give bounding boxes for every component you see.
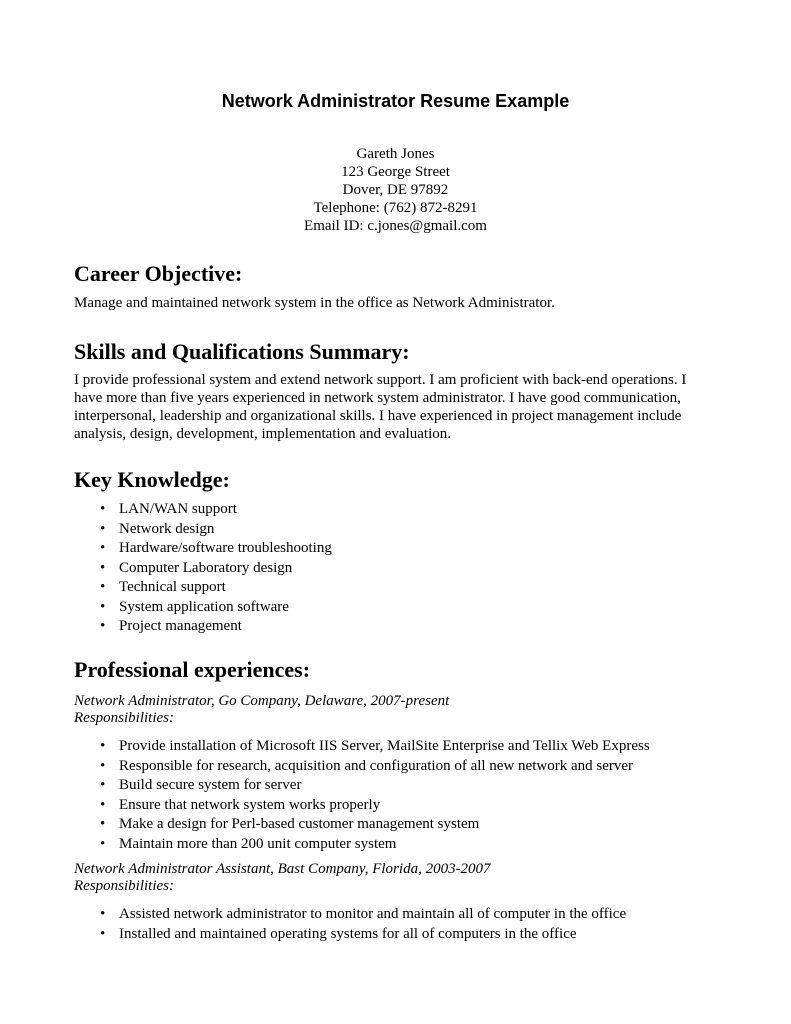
key-knowledge-list [74, 500, 332, 637]
skills-line: analysis, design, development, implementation and evaluation. [74, 426, 451, 442]
career-objective-heading: Career Objective: [74, 261, 243, 286]
bullet: • [100, 777, 106, 793]
list-item-text: Project management [119, 618, 242, 634]
list-item [74, 500, 332, 520]
list-item [74, 757, 650, 777]
bullet: • [100, 559, 106, 576]
bullet: • [100, 520, 106, 537]
list-item [74, 539, 332, 559]
bullet: • [100, 618, 106, 634]
bullet: • [100, 835, 106, 852]
list-item [74, 617, 332, 637]
skills-heading: Skills and Qualifications Summary: [74, 339, 410, 364]
skills-line: I provide professional system and extend network support. I am proficient with back-end operations. I [74, 372, 687, 388]
bullet: • [100, 598, 106, 615]
document-title: Network Administrator Resume Example [221, 91, 570, 111]
skills-line: have more than five years experienced in network system administrator. I have good communication, [74, 390, 681, 406]
bullet: • [100, 796, 106, 813]
list-item-text: Responsible for research, acquisition and configuration of all new network and server [119, 757, 633, 774]
list-item-text: Make a design for Perl-based customer management system [119, 816, 480, 832]
contact-city: Dover, DE 97892 [342, 182, 449, 198]
skills-summary [74, 371, 724, 443]
bullet: • [100, 816, 106, 832]
bullet: • [100, 925, 106, 942]
contact-email: Email ID: c.jones@gmail.com [304, 218, 487, 234]
list-item [74, 776, 650, 796]
job-title: Network Administrator, Go Company, Delaware, 2007-present [74, 693, 450, 709]
list-item-text: System application software [119, 598, 289, 615]
list-item [74, 559, 332, 579]
contact-block [0, 145, 791, 235]
list-item [74, 905, 626, 925]
list-item [74, 815, 650, 835]
career-objective-line: Manage and maintained network system in the office as Network Administrator. [74, 295, 555, 311]
list-item-text: Network design [119, 520, 215, 537]
job-responsibilities-list [74, 905, 626, 944]
bullet: • [100, 906, 106, 922]
list-item [74, 520, 332, 540]
list-item-text: Build secure system for server [119, 777, 302, 793]
bullet: • [100, 579, 106, 595]
list-item [74, 578, 332, 598]
list-item-text: Hardware/software troubleshooting [119, 540, 332, 556]
job-title: Network Administrator Assistant, Bast Company, Florida, 2003-2007 [74, 861, 491, 877]
experience-heading: Professional experiences: [74, 657, 311, 682]
contact-phone: Telephone: (762) 872-8291 [313, 200, 478, 216]
list-item [74, 598, 332, 618]
list-item-text: Provide installation of Microsoft IIS Server, MailSite Enterprise and Tellix Web Express [119, 738, 650, 754]
career-objective-text [74, 294, 724, 312]
list-item-text: Assisted network administrator to monitor and maintain all of computer in the office [119, 906, 627, 922]
bullet: • [100, 757, 106, 774]
contact-name: Gareth Jones [356, 146, 435, 162]
bullet: • [100, 501, 106, 517]
list-item [74, 925, 626, 945]
list-item-text: LAN/WAN support [119, 501, 237, 517]
list-item-text: Ensure that network system works properly [119, 796, 381, 813]
list-item-text: Installed and maintained operating systems for all of computers in the office [119, 925, 577, 942]
responsibilities-label: Responsibilities: [74, 878, 174, 894]
list-item-text: Maintain more than 200 unit computer system [119, 835, 397, 852]
contact-street: 123 George Street [341, 164, 450, 180]
skills-line: interpersonal, leadership and organizational skills. I have experienced in project management include [74, 408, 682, 424]
bullet: • [100, 540, 106, 556]
list-item [74, 796, 650, 816]
bullet: • [100, 738, 106, 754]
list-item [74, 835, 650, 855]
list-item-text: Technical support [119, 579, 226, 595]
list-item [74, 737, 650, 757]
responsibilities-label: Responsibilities: [74, 710, 174, 726]
job-responsibilities-list [74, 737, 650, 854]
key-knowledge-heading: Key Knowledge: [74, 467, 230, 492]
list-item-text: Computer Laboratory design [119, 559, 293, 576]
